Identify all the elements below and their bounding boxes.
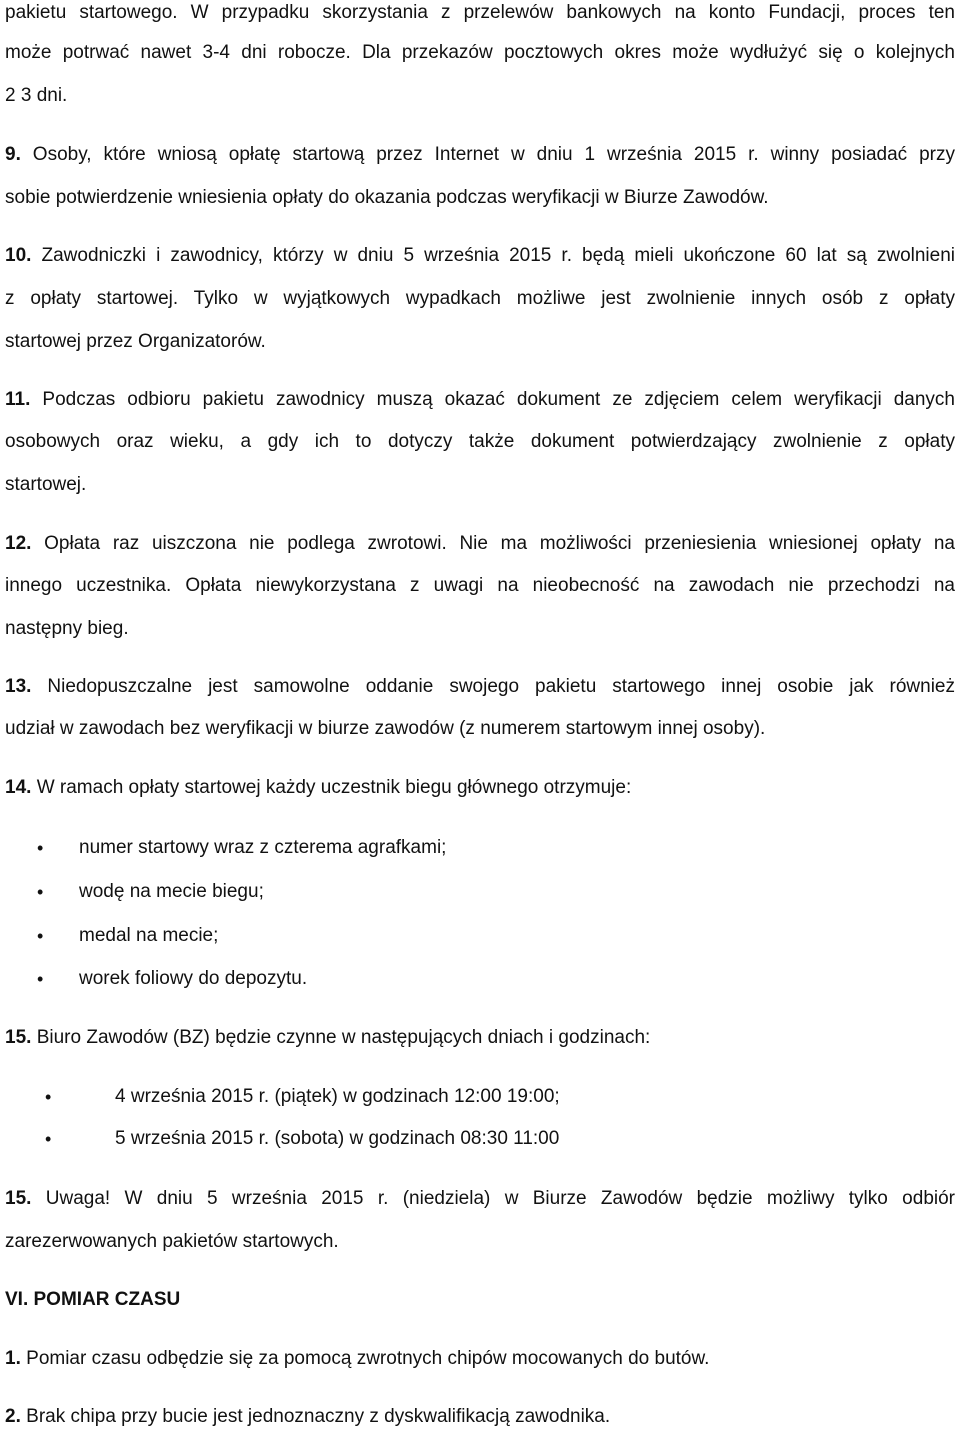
text-line: pakietu startowego. W przypadku skorzystania z przelewów bankowych na konto Fundacji, proces ten — [5, 2, 955, 23]
paragraph-text: Niedopuszczalne jest samowolne oddanie swojego pakietu startowego innej osobie jak również — [47, 676, 955, 697]
paragraph-12-line-2: innego uczestnika. Opłata niewykorzystana z uwagi na nieobecność na zawodach nie przechodzi na — [5, 575, 955, 596]
list-item: medal na mecie; — [79, 925, 219, 946]
bullet-icon: • — [37, 882, 44, 902]
paragraph-text: W ramach opłaty startowej każdy uczestnik biegu głównego otrzymuje: — [36, 777, 632, 798]
paragraph-number: 1. — [5, 1348, 21, 1369]
paragraph-number: 15. — [5, 1188, 32, 1209]
paragraph-15b-line-2: zarezerwowanych pakietów startowych. — [5, 1231, 339, 1252]
paragraph-number: 13. — [5, 676, 32, 697]
paragraph-text: Pomiar czasu odbędzie się za pomocą zwrotnych chipów mocowanych do butów. — [26, 1348, 710, 1369]
paragraph-11-line-2: osobowych oraz wieku, a gdy ich to dotyczy także dokument potwierdzający zwolnienie z opłaty — [5, 431, 955, 452]
paragraph-number: 2. — [5, 1406, 21, 1427]
bullet-icon: • — [37, 838, 44, 858]
bullet-icon: • — [45, 1087, 52, 1107]
paragraph-text: Uwaga! W dniu 5 września 2015 r. (niedziela) w Biurze Zawodów będzie możliwy tylko odbiór — [45, 1188, 955, 1209]
list-item: numer startowy wraz z czterema agrafkami; — [79, 837, 447, 858]
list-item: 5 września 2015 r. (sobota) w godzinach 08:30 11:00 — [115, 1128, 560, 1149]
paragraph-10-line-3: startowej przez Organizatorów. — [5, 331, 266, 352]
bullet-icon: • — [37, 969, 44, 989]
paragraph-number: 12. — [5, 533, 32, 554]
paragraph-text: Brak chipa przy bucie jest jednoznaczny z dyskwalifikacją zawodnika. — [26, 1406, 611, 1427]
section-item-1 — [5, 1346, 709, 1372]
paragraph-10-line-2: z opłaty startowej. Tylko w wyjątkowych wypadkach możliwe jest zwolnienie innych osób z opłaty — [5, 288, 955, 309]
paragraph-12-line-1 — [5, 531, 955, 557]
paragraph-15-line-1 — [5, 1025, 650, 1051]
paragraph-13-line-1 — [5, 674, 955, 700]
text-line: może potrwać nawet 3-4 dni robocze. Dla przekazów pocztowych okres może wydłużyć się o kolejnych — [5, 42, 955, 63]
bullet-icon: • — [45, 1129, 52, 1149]
paragraph-10-line-1 — [5, 243, 955, 269]
text-line: 2 3 dni. — [5, 85, 68, 106]
paragraph-11-line-1 — [5, 387, 955, 413]
paragraph-number: 11. — [5, 389, 31, 410]
paragraph-9-line-1 — [5, 142, 955, 168]
paragraph-text: Osoby, które wniosą opłatę startową przez Internet w dniu 1 września 2015 r. winny posiadać przy — [32, 144, 955, 165]
paragraph-number: 9. — [5, 144, 21, 165]
document-page — [5, 0, 955, 1432]
paragraph-14-line-1 — [5, 775, 631, 801]
paragraph-12-line-3: następny bieg. — [5, 618, 129, 639]
paragraph-text: Opłata raz uiszczona nie podlega zwrotowi. Nie ma możliwości przeniesienia wniesionej opłaty na — [44, 533, 955, 554]
paragraph-13-line-2: udział w zawodach bez weryfikacji w biurze zawodów (z numerem startowym innej osoby). — [5, 718, 766, 739]
paragraph-number: 14. — [5, 777, 32, 798]
section-item-2 — [5, 1404, 610, 1430]
list-item: wodę na mecie biegu; — [79, 881, 264, 902]
section-heading: VI. POMIAR CZASU — [5, 1289, 181, 1310]
paragraph-11-line-3: startowej. — [5, 474, 87, 495]
paragraph-text: Biuro Zawodów (BZ) będzie czynne w następujących dniach i godzinach: — [36, 1027, 651, 1048]
paragraph-9-line-2: sobie potwierdzenie wniesienia opłaty do okazania podczas weryfikacji w Biurze Zawodów. — [5, 187, 769, 208]
bullet-icon: • — [37, 926, 44, 946]
paragraph-text: Zawodniczki i zawodnicy, którzy w dniu 5 września 2015 r. będą mieli ukończone 60 lat są zwolnieni — [41, 245, 956, 266]
list-item: worek foliowy do depozytu. — [79, 968, 308, 989]
paragraph-15b-line-1 — [5, 1186, 955, 1212]
paragraph-number: 10. — [5, 245, 32, 266]
paragraph-text: Podczas odbioru pakietu zawodnicy muszą okazać dokument ze zdjęciem celem weryfikacji danych — [42, 389, 955, 410]
paragraph-number: 15. — [5, 1027, 32, 1048]
list-item: 4 września 2015 r. (piątek) w godzinach 12:00 19:00; — [115, 1086, 560, 1107]
